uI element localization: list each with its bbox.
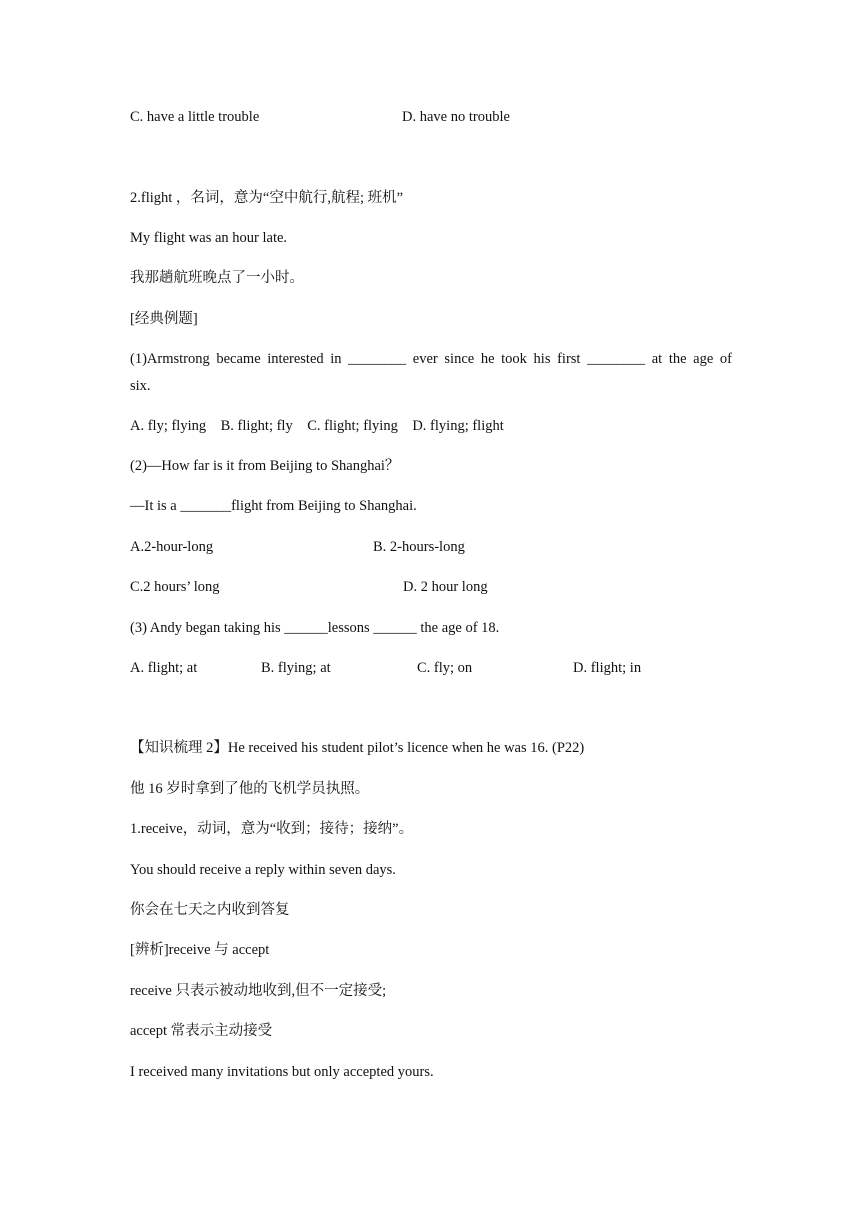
question-3-prompt: (3) Andy began taking his ______lessons ______ the age of 18. xyxy=(130,620,500,636)
question-3-option-b: B. flying; at xyxy=(261,660,331,676)
receive-explanation: receive 只表示被动地收到,但不一定接受; xyxy=(130,983,387,999)
question-2-answer-line: —It is a _______flight from Beijing to Shanghai. xyxy=(130,498,417,514)
receive-example-en: You should receive a reply within seven days. xyxy=(130,862,396,878)
question-2-option-d: D. 2 hour long xyxy=(403,579,488,595)
option-c-trouble: C. have a little trouble xyxy=(130,109,260,125)
example-sentence-en: My flight was an hour late. xyxy=(130,230,288,246)
knowledge-point-2-heading: 【知识梳理 2】He received his student pilot’s licence when he was 16. (P22) xyxy=(130,740,585,756)
comparison-example: I received many invitations but only accepted yours. xyxy=(130,1064,434,1080)
vocab-flight-heading: 2.flight ，名词，意为“空中航行,航程; 班机” xyxy=(130,190,404,206)
question-2-option-c: C.2 hours’ long xyxy=(130,579,220,595)
question-3-option-d: D. flight; in xyxy=(573,660,642,676)
example-sentence-zh: 我那趟航班晚点了一小时。 xyxy=(130,270,304,286)
question-3-option-a: A. flight; at xyxy=(130,660,198,676)
question-2-option-a: A.2-hour-long xyxy=(130,539,214,555)
comparison-label: [辨析]receive 与 accept xyxy=(130,942,270,958)
accept-explanation: accept 常表示主动接受 xyxy=(130,1023,273,1039)
question-1-line-2: six. xyxy=(130,378,151,394)
knowledge-point-2-translation: 他 16 岁时拿到了他的飞机学员执照。 xyxy=(130,781,370,797)
question-1-line-1: (1)Armstrong became interested in ________ ever since he took his first ________ at the age of xyxy=(130,351,732,367)
option-d-trouble: D. have no trouble xyxy=(402,109,510,125)
receive-example-zh: 你会在七天之内收到答复 xyxy=(130,902,290,918)
question-1-options: A. fly; flying B. flight; fly C. flight; flying D. flying; flight xyxy=(130,418,504,434)
exercise-section-label: [经典例题] xyxy=(130,311,198,327)
question-3-option-c: C. fly; on xyxy=(417,660,473,676)
question-2-prompt: (2)—How far is it from Beijing to Shanghai？ xyxy=(130,458,400,474)
question-2-option-b: B. 2-hours-long xyxy=(373,539,465,555)
vocab-receive-heading: 1.receive，动词，意为“收到；接待；接纳”。 xyxy=(130,821,414,837)
